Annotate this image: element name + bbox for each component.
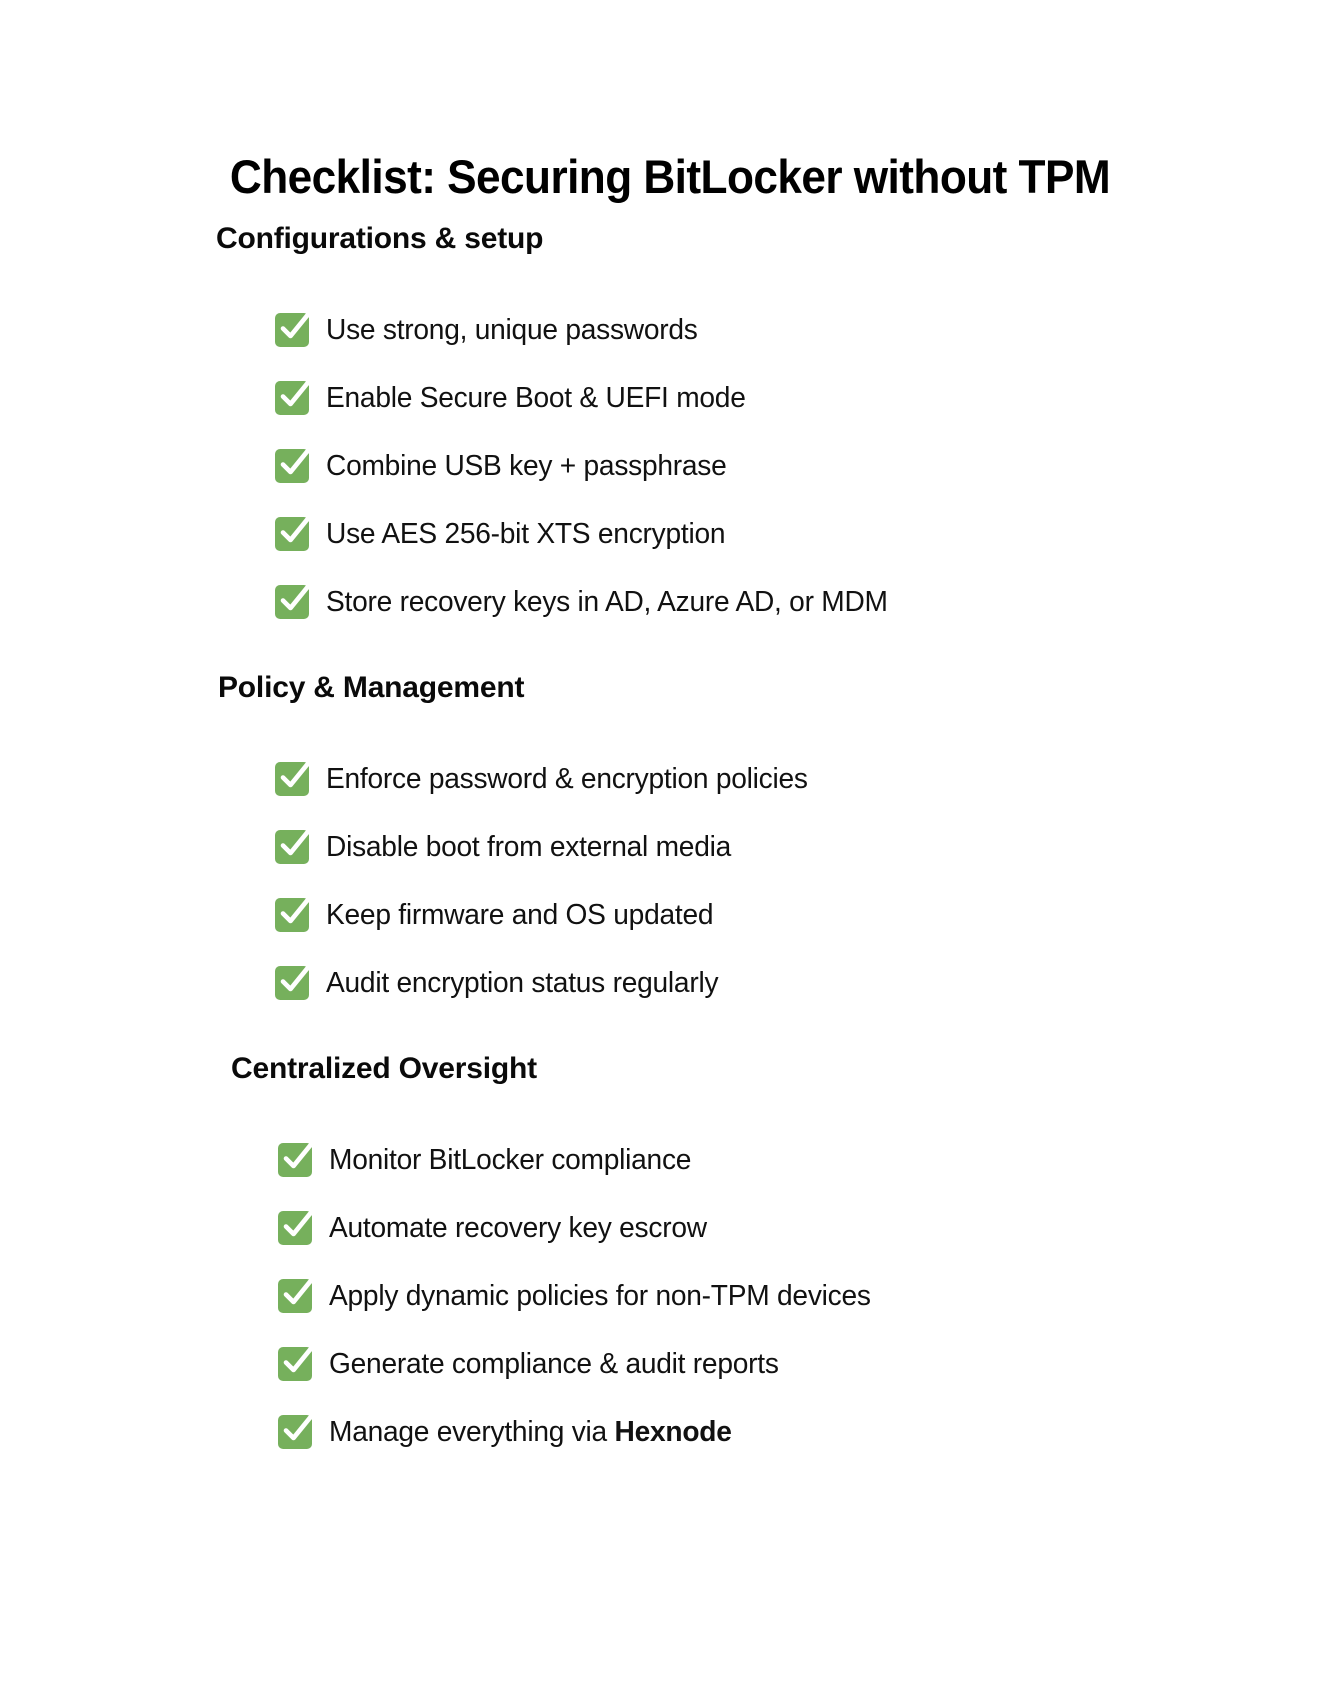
checklist-item[interactable] bbox=[0, 296, 1340, 364]
checklist-item[interactable] bbox=[0, 949, 1340, 1017]
checklist-item-label: Manage everything via Hexnode bbox=[329, 1415, 732, 1448]
checklist-item[interactable] bbox=[0, 1194, 1340, 1262]
checklist-item-label: Apply dynamic policies for non-TPM devices bbox=[329, 1279, 871, 1312]
checklist-item[interactable] bbox=[0, 432, 1340, 500]
check-mark-icon[interactable] bbox=[275, 585, 309, 619]
checklist-item-label: Disable boot from external media bbox=[326, 830, 732, 863]
checklist-item-label: Enable Secure Boot & UEFI mode bbox=[326, 381, 746, 414]
checklist-item[interactable] bbox=[0, 745, 1340, 813]
check-mark-icon[interactable] bbox=[278, 1143, 312, 1177]
checklist-item-label: Keep firmware and OS updated bbox=[326, 898, 714, 931]
check-mark-icon[interactable] bbox=[275, 830, 309, 864]
checklist-body bbox=[0, 222, 1340, 1466]
checklist-item[interactable] bbox=[0, 1330, 1340, 1398]
checklist-item-label: Store recovery keys in AD, Azure AD, or MDM bbox=[326, 585, 888, 618]
checklist-section bbox=[0, 1052, 1340, 1466]
checklist-item-label: Use AES 256-bit XTS encryption bbox=[326, 517, 726, 550]
checklist-item-label: Audit encryption status regularly bbox=[326, 966, 719, 999]
check-mark-icon[interactable] bbox=[278, 1347, 312, 1381]
checklist-item[interactable] bbox=[0, 1126, 1340, 1194]
check-mark-icon[interactable] bbox=[275, 313, 309, 347]
checklist-items bbox=[0, 1126, 1340, 1466]
check-mark-icon[interactable] bbox=[275, 449, 309, 483]
checklist-section bbox=[0, 222, 1340, 636]
check-mark-icon[interactable] bbox=[275, 762, 309, 796]
checklist-item[interactable] bbox=[0, 500, 1340, 568]
check-mark-icon[interactable] bbox=[275, 381, 309, 415]
checklist-section bbox=[0, 671, 1340, 1017]
emphasized-brand: Hexnode bbox=[614, 1415, 732, 1448]
checklist-item-label: Generate compliance & audit reports bbox=[329, 1347, 779, 1380]
check-mark-icon[interactable] bbox=[278, 1279, 312, 1313]
check-mark-icon[interactable] bbox=[275, 898, 309, 932]
checklist-item[interactable] bbox=[0, 1398, 1340, 1466]
checklist-item-label: Monitor BitLocker compliance bbox=[329, 1143, 692, 1176]
checklist-items bbox=[0, 296, 1340, 636]
checklist-item-label: Use strong, unique passwords bbox=[326, 313, 698, 346]
section-heading: Centralized Oversight bbox=[231, 1052, 537, 1085]
check-mark-icon[interactable] bbox=[278, 1415, 312, 1449]
checklist-item-label: Enforce password & encryption policies bbox=[326, 762, 808, 795]
checklist-item[interactable] bbox=[0, 813, 1340, 881]
check-mark-icon[interactable] bbox=[278, 1211, 312, 1245]
checklist-item-label: Combine USB key + passphrase bbox=[326, 449, 727, 482]
checklist-item[interactable] bbox=[0, 1262, 1340, 1330]
checklist-item[interactable] bbox=[0, 364, 1340, 432]
checklist-item[interactable] bbox=[0, 881, 1340, 949]
checklist-item[interactable] bbox=[0, 568, 1340, 636]
check-mark-icon[interactable] bbox=[275, 517, 309, 551]
section-heading: Configurations & setup bbox=[216, 222, 544, 255]
checklist-item-label: Automate recovery key escrow bbox=[329, 1211, 707, 1244]
checklist-items bbox=[0, 745, 1340, 1017]
page-title: Checklist: Securing BitLocker without TPM bbox=[229, 150, 1111, 204]
section-heading: Policy & Management bbox=[218, 671, 525, 704]
check-mark-icon[interactable] bbox=[275, 966, 309, 1000]
